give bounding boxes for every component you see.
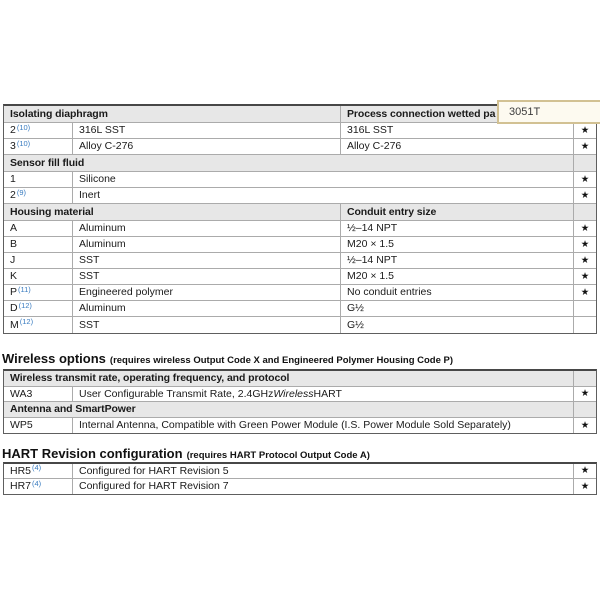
footnote-superscript: (10): [16, 139, 31, 148]
code-cell: A: [4, 221, 73, 236]
description-cell: User Configurable Transmit Rate, 2.4GHz Wireless HART: [73, 387, 574, 401]
table-group-row: [4, 155, 596, 172]
attribute-cell: ½–14 NPT: [341, 253, 574, 268]
code-cell: 2 (10): [4, 123, 73, 138]
code-cell: WA3: [4, 387, 73, 401]
attribute-cell: ½–14 NPT: [341, 221, 574, 236]
code-cell: WP5: [4, 418, 73, 433]
star-icon: ★: [580, 140, 590, 152]
table-row: [4, 387, 596, 402]
star-cell: [574, 317, 596, 333]
attribute-cell: G½: [341, 301, 574, 316]
group-header-cell: Conduit entry size: [341, 204, 574, 220]
attribute-cell: M20 × 1.5: [341, 269, 574, 284]
description-cell: SST: [73, 317, 341, 333]
star-cell: [574, 402, 596, 417]
hart-revision-heading: [2, 446, 370, 461]
section-title: HART Revision configuration: [2, 446, 183, 461]
star-cell: [574, 172, 596, 187]
table-row: [4, 123, 596, 139]
table-group-row: [4, 402, 596, 418]
attribute-cell: G½: [341, 317, 574, 333]
table-row: [4, 237, 596, 253]
code-cell: 2 (9): [4, 188, 73, 203]
star-cell: [574, 479, 596, 494]
model-code-field[interactable]: [497, 100, 600, 124]
footnote-superscript: (10): [16, 123, 31, 132]
table-row: [4, 188, 596, 204]
description-cell: Inert: [73, 188, 574, 203]
star-icon: ★: [580, 465, 590, 477]
star-cell: [574, 237, 596, 252]
star-cell: [574, 418, 596, 433]
code-cell: 3 (10): [4, 139, 73, 154]
group-header-cell: Housing material: [4, 204, 341, 220]
description-cell: SST: [73, 253, 341, 268]
description-cell: Alloy C-276: [73, 139, 341, 154]
table-row: [4, 464, 596, 479]
star-cell: [574, 139, 596, 154]
star-icon: ★: [580, 480, 590, 492]
code-cell: M (12): [4, 317, 73, 333]
table-row: [4, 317, 596, 333]
star-icon: ★: [580, 124, 590, 136]
description-cell: Aluminum: [73, 221, 341, 236]
section-title: Wireless options: [2, 351, 106, 366]
group-header-cell: Isolating diaphragm: [4, 106, 341, 122]
star-icon: ★: [580, 254, 590, 266]
star-cell: [574, 285, 596, 300]
star-icon: ★: [580, 270, 590, 282]
section-title-note: (requires HART Protocol Output Code A): [186, 450, 370, 461]
description-cell: Silicone: [73, 172, 574, 187]
wireless-options-table: [3, 369, 597, 434]
code-cell: P (11): [4, 285, 73, 300]
table-row: [4, 269, 596, 285]
star-cell: [574, 221, 596, 236]
hart-revision-table: [3, 462, 597, 495]
star-icon: ★: [580, 388, 590, 400]
code-cell: 1: [4, 172, 73, 187]
footnote-superscript: (12): [18, 301, 32, 310]
star-cell: [574, 204, 596, 220]
footnote-superscript: (4): [32, 464, 42, 473]
star-cell: [574, 464, 596, 478]
footnote-superscript: (12): [19, 317, 34, 327]
star-cell: [574, 253, 596, 268]
star-icon: ★: [580, 189, 590, 201]
star-cell: [574, 387, 596, 401]
footnote-superscript: (11): [18, 285, 31, 294]
footnote-superscript: (4): [32, 479, 42, 488]
star-cell: [574, 371, 596, 386]
footnote-superscript: (9): [16, 188, 27, 197]
star-cell: [574, 301, 596, 316]
code-cell: J: [4, 253, 73, 268]
code-cell: K: [4, 269, 73, 284]
table-row: [4, 139, 596, 155]
attribute-cell: M20 × 1.5: [341, 237, 574, 252]
wireless-options-heading: [2, 351, 453, 366]
description-cell: Internal Antenna, Compatible with Green Power Module (I.S. Power Module Sold Separately): [73, 418, 574, 433]
table-group-row: [4, 204, 596, 221]
table-row: [4, 253, 596, 269]
attribute-cell: No conduit entries: [341, 285, 574, 300]
code-cell: B: [4, 237, 73, 252]
star-icon: ★: [580, 238, 590, 250]
section-title-note: (requires wireless Output Code X and Engineered Polymer Housing Code P): [109, 355, 454, 366]
table-row: [4, 301, 596, 317]
star-icon: ★: [580, 222, 590, 234]
star-cell: [574, 123, 596, 138]
star-icon: ★: [580, 286, 590, 298]
description-cell: SST: [73, 269, 341, 284]
star-icon: ★: [580, 419, 590, 431]
star-cell: [574, 155, 596, 171]
table-row: [4, 479, 596, 494]
star-cell: [574, 269, 596, 284]
code-cell: D (12): [4, 301, 73, 316]
table-row: [4, 418, 596, 433]
description-cell: 316L SST: [73, 123, 341, 138]
description-cell: Configured for HART Revision 7: [73, 479, 574, 494]
code-cell: HR7 (4): [4, 479, 73, 494]
attribute-cell: Alloy C-276: [341, 139, 574, 154]
table-row: [4, 285, 596, 301]
ordering-options-table: [3, 104, 597, 334]
star-cell: [574, 188, 596, 203]
table-row: [4, 172, 596, 188]
star-icon: ★: [580, 173, 590, 185]
group-header-cell: Wireless transmit rate, operating frequency, and protocol: [4, 371, 574, 386]
group-header-cell: Process connection wetted pa: [341, 106, 574, 122]
italic-text: Wireless: [273, 387, 314, 400]
description-cell: Aluminum: [73, 237, 341, 252]
description-cell: Configured for HART Revision 5: [73, 464, 574, 478]
table-group-row: [4, 371, 596, 387]
code-cell: HR5 (4): [4, 464, 73, 478]
description-cell: Engineered polymer: [73, 285, 341, 300]
description-cell: Aluminum: [73, 301, 341, 316]
attribute-cell: 316L SST: [341, 123, 574, 138]
table-row: [4, 221, 596, 237]
group-header-cell: Sensor fill fluid: [4, 155, 574, 171]
group-header-cell: Antenna and SmartPower: [4, 402, 574, 417]
